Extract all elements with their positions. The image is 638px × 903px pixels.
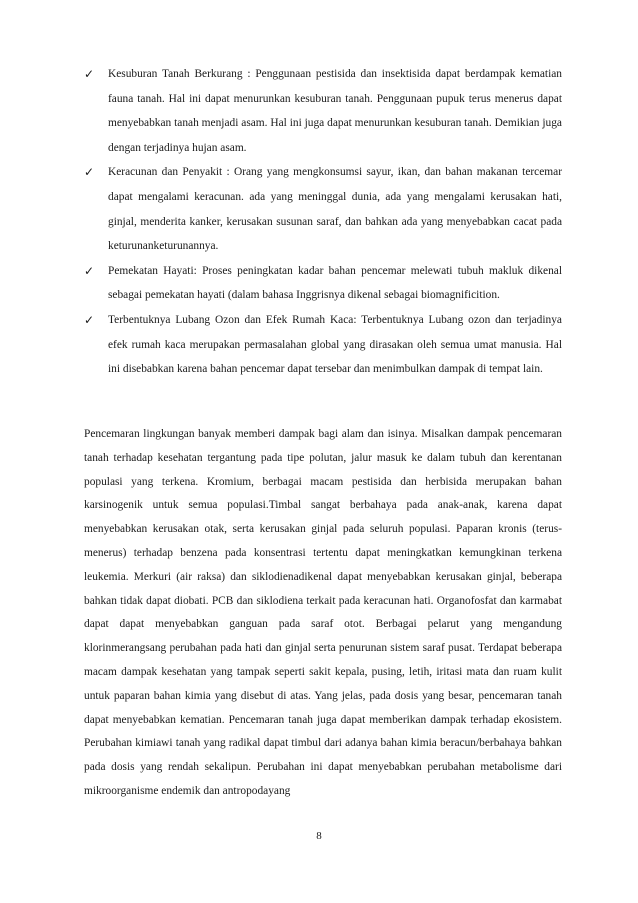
body-paragraph: Pencemaran lingkungan banyak memberi dampak bagi alam dan isinya. Misalkan dampak pencemaran tanah terhadap kesehatan tergantung pada tipe polutan, jalur masuk ke dalam tubuh dan kerentanan populasi yang terkena. Kromium, berbagai macam pestisida dan herbisida merupakan bahan karsinogenik untuk semua populasi.Timbal sangat berbahaya pada anak-anak, karena dapat menyebabkan kerusakan otak, serta kerusakan ginjal pada seluruh populasi. Paparan kronis (terus-menerus) terhadap benzena pada konsentrasi tertentu dapat meningkatkan kemungkinan terkena leukemia. Merkuri (air raksa) dan siklodienadikenal dapat menyebabkan kerusakan ginjal, beberapa bahkan tidak dapat diobati. PCB dan siklodiena terkait pada keracunan hati. Organofosfat dan karmabat dapat dapat menyebabkan ganguan pada saraf otot. Berbagai pelarut yang mengandung klorinmerangsang perubahan pada hati dan ginjal serta penurunan sistem saraf pusat. Terdapat beberapa macam dampak kesehatan yang tampak seperti sakit kepala, pusing, letih, iritasi mata dan ruam kulit untuk paparan bahan kimia yang disebut di atas. Yang jelas, pada dosis yang besar, pencemaran tanah dapat menyebabkan kematian. Pencemaran tanah juga dapat memberikan dampak terhadap ekosistem. Perubahan kimiawi tanah yang radikal dapat timbul dari adanya bahan kimia beracun/berbahaya bahkan pada dosis yang rendah sekalipun. Perubahan ini dapat menyebabkan perubahan metabolisme dari mikroorganisme endemik dan antropodayang bbox=[84, 428, 562, 797]
checkmark-icon: ✓ bbox=[84, 312, 95, 327]
bullet-item-poisoning-disease bbox=[84, 160, 562, 258]
bullet-item-ozon-greenhouse bbox=[84, 308, 562, 382]
bullet-text: Terbentuknya Lubang Ozon dan Efek Rumah Kaca: Terbentuknya Lubang ozon dan terjadinya efek rumah kaca merupakan permasalahan global yang dirasakan oleh semua umat manusia. Hal ini disebabkan karena bahan pencemar dapat tersebar dan menimbulkan dampak di tempat lain. bbox=[108, 313, 562, 376]
bullet-text: Keracunan dan Penyakit : Orang yang mengkonsumsi sayur, ikan, dan bahan makanan tercemar dapat mengalami keracunan. ada yang meninggal dunia, ada yang mengalami kerusakan hati, ginjal, menderita kanker, kerusakan susunan saraf, dan bahkan ada yang menyebabkan cacat pada keturunanketurunannya. bbox=[108, 166, 562, 253]
bullet-item-soil-fertility bbox=[84, 62, 562, 160]
impact-bullet-list bbox=[84, 62, 562, 382]
bullet-text: Kesuburan Tanah Berkurang : Penggunaan pestisida dan insektisida dapat berdampak kematian fauna tanah. Hal ini dapat menurunkan kesuburan tanah. Penggunaan pupuk terus menerus dapat menyebabkan tanah menjadi asam. Hal ini juga dapat menurunkan kesuburan tanah. Demikian juga dengan terjadinya hujan asam. bbox=[108, 68, 562, 154]
bullet-text: Pemekatan Hayati: Proses peningkatan kadar bahan pencemar melewati tubuh makluk dikenal sebagai pemekatan hayati (dalam bahasa Inggrisnya dikenal sebagai biomagnificition. bbox=[108, 264, 562, 302]
checkmark-icon: ✓ bbox=[84, 165, 95, 180]
page-number: 8 bbox=[316, 830, 322, 842]
checkmark-icon: ✓ bbox=[84, 67, 95, 81]
bullet-item-biomagnification bbox=[84, 259, 562, 308]
checkmark-icon: ✓ bbox=[84, 263, 95, 278]
